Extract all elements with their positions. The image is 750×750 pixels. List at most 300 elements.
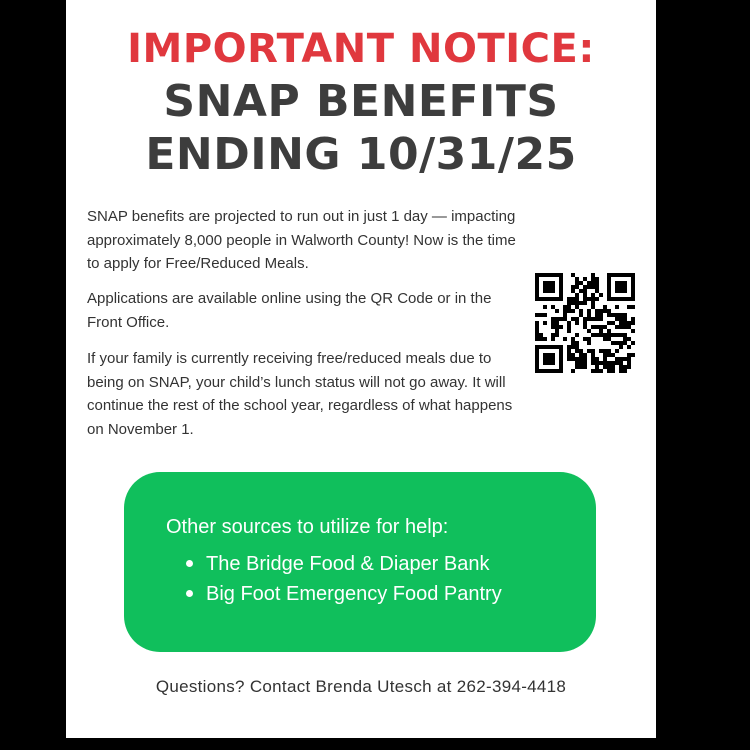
qr-module [595, 285, 599, 289]
paragraph-applications: Applications are available online using the QR Code or in the Front Office. [87, 290, 492, 331]
qr-module [595, 277, 599, 281]
qr-module [571, 285, 575, 289]
qr-module [539, 345, 543, 349]
qr-module [559, 293, 563, 297]
qr-module [611, 273, 615, 277]
qr-module [567, 305, 571, 309]
qr-module [535, 313, 539, 317]
qr-module [559, 369, 563, 373]
qr-module [547, 285, 551, 289]
qr-module [535, 329, 539, 333]
qr-module [591, 273, 595, 277]
qr-module [607, 361, 611, 365]
qr-module [603, 353, 607, 357]
qr-module [559, 365, 563, 369]
qr-module [627, 357, 631, 361]
qr-module [631, 353, 635, 357]
qr-module [587, 329, 591, 333]
qr-module [583, 317, 587, 321]
qr-module [619, 369, 623, 373]
qr-module [567, 321, 571, 325]
qr-module [547, 357, 551, 361]
qr-module [623, 337, 627, 341]
qr-module [539, 333, 543, 337]
qr-module [575, 297, 579, 301]
qr-module [571, 369, 575, 373]
qr-module [575, 321, 579, 325]
qr-module [551, 305, 555, 309]
qr-module [607, 353, 611, 357]
qr-module [587, 309, 591, 313]
qr-module [627, 345, 631, 349]
qr-module [607, 277, 611, 281]
qr-module [535, 281, 539, 285]
qr-module [595, 289, 599, 293]
qr-module [627, 337, 631, 341]
qr-module [627, 305, 631, 309]
qr-module [563, 305, 567, 309]
qr-module [567, 345, 571, 349]
qr-module [599, 317, 603, 321]
qr-module [623, 317, 627, 321]
qr-module [559, 273, 563, 277]
qr-module [567, 297, 571, 301]
qr-module [543, 357, 547, 361]
qr-module [551, 333, 555, 337]
qr-module [543, 273, 547, 277]
qr-module [543, 313, 547, 317]
qr-module [539, 297, 543, 301]
qr-module [595, 281, 599, 285]
qr-module [547, 289, 551, 293]
qr-module [595, 361, 599, 365]
qr-module [615, 333, 619, 337]
qr-module [631, 285, 635, 289]
qr-module [607, 293, 611, 297]
qr-module [547, 345, 551, 349]
qr-module [543, 321, 547, 325]
paragraph-lunch-status: If your family is currently receiving free/reduced meals due to being on SNAP, your child’s lunch status will not go away. It will continue the rest of the school year, regardless of what happens on November 1. [87, 350, 513, 438]
qr-module [555, 369, 559, 373]
qr-module [611, 341, 615, 345]
qr-module [595, 297, 599, 301]
qr-module [615, 281, 619, 285]
qr-module [575, 349, 579, 353]
qr-module [551, 281, 555, 285]
qr-module [571, 341, 575, 345]
qr-module [543, 305, 547, 309]
qr-module [567, 353, 571, 357]
qr-module [599, 329, 603, 333]
qr-module [535, 337, 539, 341]
qr-module [571, 345, 575, 349]
subheadline-line-1: SNAP BENEFITS [163, 76, 559, 127]
qr-module [567, 349, 571, 353]
qr-module [575, 317, 579, 321]
qr-module [575, 357, 579, 361]
qr-module [575, 285, 579, 289]
qr-module [611, 369, 615, 373]
qr-module [543, 361, 547, 365]
qr-module [575, 361, 579, 365]
qr-module [579, 309, 583, 313]
qr-module [623, 281, 627, 285]
qr-module [623, 333, 627, 337]
qr-module [539, 273, 543, 277]
qr-module [599, 313, 603, 317]
qr-module [615, 341, 619, 345]
qr-module [603, 357, 607, 361]
qr-module [535, 345, 539, 349]
qr-module [587, 317, 591, 321]
qr-module [591, 353, 595, 357]
qr-module [627, 297, 631, 301]
qr-module [611, 365, 615, 369]
help-sources-title: Other sources to utilize for help: [166, 516, 449, 538]
qr-module [579, 281, 583, 285]
qr-module [627, 325, 631, 329]
qr-module [571, 289, 575, 293]
qr-module [611, 297, 615, 301]
qr-module [567, 301, 571, 305]
qr-module [551, 369, 555, 373]
qr-module [619, 289, 623, 293]
qr-module [587, 285, 591, 289]
qr-module [535, 349, 539, 353]
qr-module [571, 353, 575, 357]
qr-module [583, 277, 587, 281]
qr-module [627, 321, 631, 325]
qr-module [571, 337, 575, 341]
qr-module [631, 305, 635, 309]
qr-module [547, 369, 551, 373]
qr-module [599, 333, 603, 337]
qr-module [631, 289, 635, 293]
qr-module [607, 289, 611, 293]
qr-module [599, 369, 603, 373]
qr-module [607, 365, 611, 369]
qr-module [535, 353, 539, 357]
qr-module [623, 289, 627, 293]
qr-module [543, 369, 547, 373]
qr-module [603, 349, 607, 353]
help-sources-list [184, 549, 502, 609]
qr-module [623, 285, 627, 289]
qr-module [583, 325, 587, 329]
qr-module [619, 273, 623, 277]
qr-module [563, 317, 567, 321]
qr-module [543, 297, 547, 301]
qr-module [535, 285, 539, 289]
qr-module [559, 317, 563, 321]
qr-module [591, 349, 595, 353]
qr-module [603, 325, 607, 329]
qr-module [631, 277, 635, 281]
qr-module [615, 349, 619, 353]
qr-module [631, 281, 635, 285]
qr-module [583, 297, 587, 301]
qr-module [535, 333, 539, 337]
qr-module [591, 333, 595, 337]
qr-module [623, 365, 627, 369]
qr-module [619, 357, 623, 361]
qr-module [583, 321, 587, 325]
qr-module [575, 341, 579, 345]
qr-module [611, 321, 615, 325]
qr-module [607, 285, 611, 289]
qr-module [595, 365, 599, 369]
qr-module [559, 345, 563, 349]
help-source-item [184, 549, 502, 579]
qr-module [607, 329, 611, 333]
qr-module [587, 337, 591, 341]
qr-module [543, 281, 547, 285]
qr-module [615, 325, 619, 329]
qr-module [547, 273, 551, 277]
qr-module [615, 317, 619, 321]
qr-module [631, 293, 635, 297]
qr-module [551, 285, 555, 289]
qr-module [627, 361, 631, 365]
qr-module [607, 333, 611, 337]
qr-module [615, 313, 619, 317]
qr-module [607, 309, 611, 313]
qr-module [603, 309, 607, 313]
qr-module [603, 365, 607, 369]
qr-module [551, 345, 555, 349]
qr-module [539, 337, 543, 341]
qr-module [619, 361, 623, 365]
qr-module [579, 361, 583, 365]
qr-module [555, 325, 559, 329]
qr-module [539, 369, 543, 373]
qr-module [627, 353, 631, 357]
qr-module [607, 321, 611, 325]
qr-module [619, 333, 623, 337]
qr-module [579, 357, 583, 361]
help-sources-box [124, 472, 596, 652]
qr-module [583, 357, 587, 361]
qr-module [555, 329, 559, 333]
qr-module [615, 285, 619, 289]
qr-module [599, 325, 603, 329]
qr-module [619, 317, 623, 321]
qr-module [607, 337, 611, 341]
contact-line: Questions? Contact Brenda Utesch at 262-394-4418 [155, 677, 567, 696]
qr-module [631, 273, 635, 277]
qr-module [623, 357, 627, 361]
qr-module [559, 357, 563, 361]
qr-module [571, 357, 575, 361]
qr-module [631, 297, 635, 301]
qr-module [583, 289, 587, 293]
qr-module [579, 313, 583, 317]
qr-module [595, 333, 599, 337]
qr-module [631, 317, 635, 321]
qr-module [551, 357, 555, 361]
qr-module [623, 313, 627, 317]
qr-module [591, 305, 595, 309]
qr-module [603, 333, 607, 337]
qr-module [611, 361, 615, 365]
qr-module [623, 325, 627, 329]
qr-module [555, 317, 559, 321]
qr-module [551, 361, 555, 365]
qr-module [607, 273, 611, 277]
qr-module [559, 289, 563, 293]
help-source-label: Big Foot Emergency Food Pantry [206, 583, 502, 605]
qr-module [535, 357, 539, 361]
qr-module [579, 301, 583, 305]
qr-module [559, 281, 563, 285]
qr-module [615, 273, 619, 277]
qr-module [579, 349, 583, 353]
qr-module [559, 285, 563, 289]
qr-module [619, 341, 623, 345]
qr-module [611, 353, 615, 357]
qr-module [591, 369, 595, 373]
qr-module [607, 297, 611, 301]
qr-module [551, 317, 555, 321]
qr-module [551, 353, 555, 357]
qr-module [591, 297, 595, 301]
qr-module [611, 333, 615, 337]
qr-module [583, 353, 587, 357]
qr-module [555, 273, 559, 277]
notice-page [66, 0, 656, 738]
qr-module [547, 353, 551, 357]
qr-module [591, 277, 595, 281]
qr-module [579, 353, 583, 357]
qr-module [591, 293, 595, 297]
qr-module [559, 297, 563, 301]
qr-module [631, 321, 635, 325]
qr-module [587, 297, 591, 301]
qr-module [583, 337, 587, 341]
qr-module [575, 281, 579, 285]
qr-module [627, 273, 631, 277]
qr-module [539, 313, 543, 317]
qr-module [615, 297, 619, 301]
qr-module [571, 309, 575, 313]
qr-module [619, 321, 623, 325]
subheadline-line-2: ENDING 10/31/25 [145, 129, 577, 180]
qr-module [551, 325, 555, 329]
qr-module [559, 353, 563, 357]
help-source-item [184, 579, 502, 609]
qr-module [607, 369, 611, 373]
qr-module [627, 365, 631, 369]
qr-module [575, 277, 579, 281]
qr-module [543, 353, 547, 357]
qr-module [551, 297, 555, 301]
qr-module [551, 273, 555, 277]
qr-module [607, 313, 611, 317]
qr-module [583, 365, 587, 369]
qr-module [567, 329, 571, 333]
qr-module [623, 369, 627, 373]
qr-module [623, 341, 627, 345]
qr-module [603, 361, 607, 365]
qr-module [583, 361, 587, 365]
bullet-icon [186, 560, 193, 567]
qr-module [575, 293, 579, 297]
qr-module [599, 309, 603, 313]
qr-module [579, 289, 583, 293]
qr-module [623, 321, 627, 325]
qr-module [587, 349, 591, 353]
qr-module [579, 365, 583, 369]
qr-module [535, 277, 539, 281]
qr-module [623, 273, 627, 277]
qr-module [595, 369, 599, 373]
qr-module [543, 289, 547, 293]
qr-module [571, 297, 575, 301]
qr-module [559, 361, 563, 365]
qr-module [619, 325, 623, 329]
qr-module [555, 345, 559, 349]
qr-module [619, 345, 623, 349]
qr-module [611, 313, 615, 317]
qr-module [591, 285, 595, 289]
qr-module [603, 305, 607, 309]
qr-module [563, 309, 567, 313]
qr-module [547, 361, 551, 365]
qr-module [615, 357, 619, 361]
qr-module [543, 345, 547, 349]
qr-module [599, 361, 603, 365]
qr-module [547, 281, 551, 285]
qr-module [535, 321, 539, 325]
qr-code-icon[interactable] [535, 273, 635, 373]
bullet-icon [186, 590, 193, 597]
qr-module [615, 289, 619, 293]
qr-module [591, 301, 595, 305]
qr-module [607, 281, 611, 285]
qr-module [595, 313, 599, 317]
qr-module [595, 317, 599, 321]
qr-module [535, 325, 539, 329]
qr-module [535, 369, 539, 373]
qr-module [615, 361, 619, 365]
qr-module [563, 313, 567, 317]
qr-module [591, 317, 595, 321]
qr-module [583, 285, 587, 289]
qr-module [603, 337, 607, 341]
qr-module [551, 321, 555, 325]
qr-module [559, 277, 563, 281]
qr-module [567, 309, 571, 313]
paragraph-snap-info: SNAP benefits are projected to run out in just 1 day — impacting approximately 8,000 people in Walworth County! Now is the time to apply for Free/Reduced Meals. [87, 208, 516, 272]
qr-module [575, 345, 579, 349]
qr-module [595, 309, 599, 313]
qr-module [563, 337, 567, 341]
qr-module [615, 305, 619, 309]
qr-module [595, 325, 599, 329]
qr-module [599, 293, 603, 297]
qr-module [607, 349, 611, 353]
qr-module [535, 289, 539, 293]
qr-module [619, 365, 623, 369]
qr-module [587, 281, 591, 285]
qr-module [555, 321, 559, 325]
headline: IMPORTANT NOTICE: [127, 26, 595, 72]
qr-module [631, 341, 635, 345]
qr-module [631, 329, 635, 333]
qr-module [575, 333, 579, 337]
qr-module [619, 313, 623, 317]
help-source-label: The Bridge Food & Diaper Bank [206, 553, 490, 575]
